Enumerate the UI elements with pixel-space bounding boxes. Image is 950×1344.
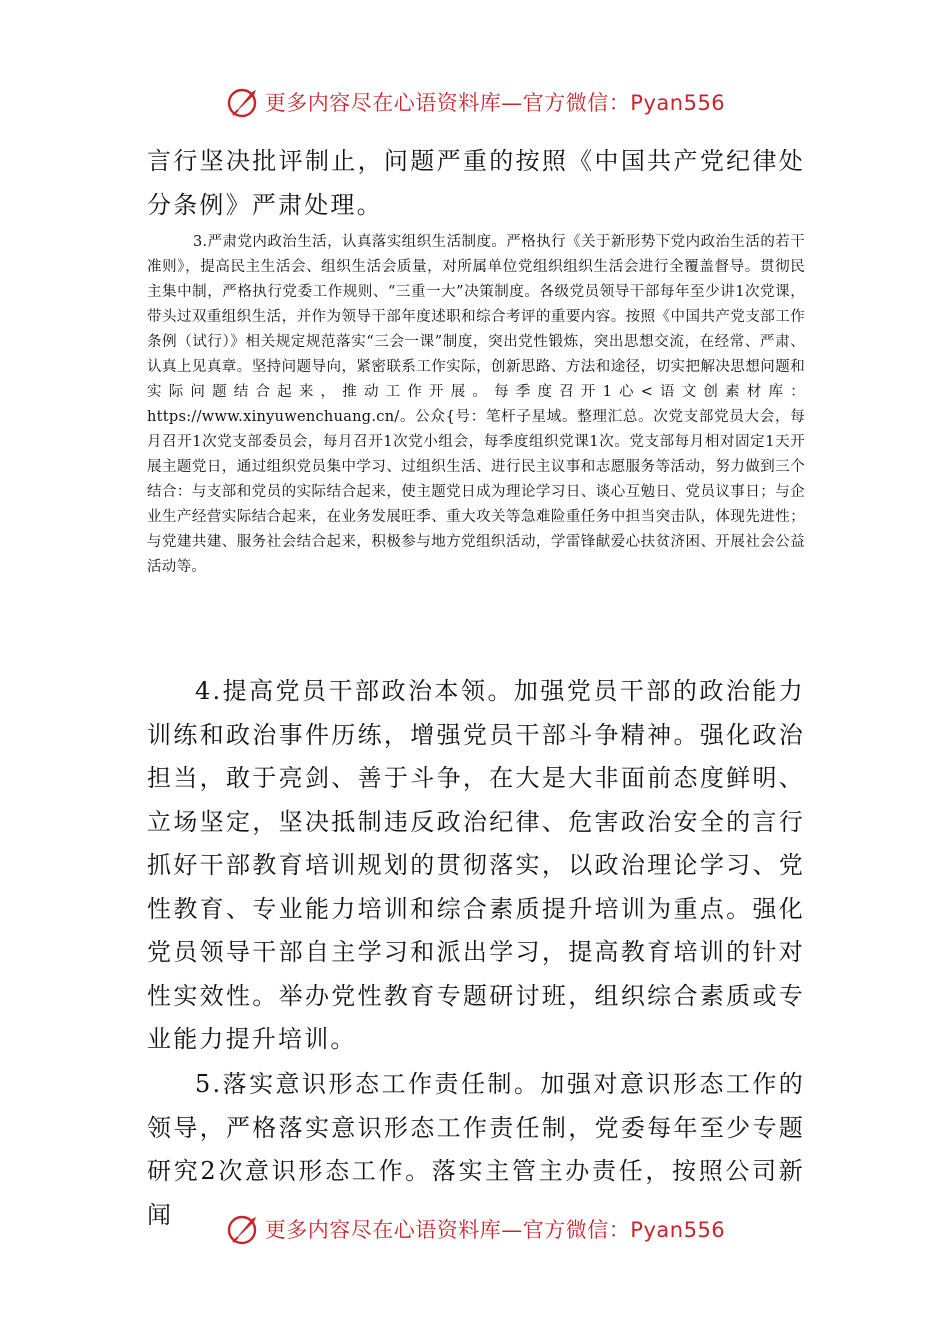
footer-banner-text: 更多内容尽在心语资料库—官方微信：Pyan556: [264, 1218, 726, 1242]
paragraph-4: 4.提高党员干部政治本领。加强党员干部的政治能力训练和政治事件历练，增强党员干部斗争精神。强化政治担当，敢于亮剑、善于斗争，在大是大非面前态度鲜明、立场坚定，坚决抵制违反政治纪律、危害政治安全的言行抓好干部教育培训规划的贯彻落实，以政治理论学习、党性教育、专业能力培训和综合素质提升培训为重点。强化党员领导干部自主学习和派出学习，提高教育培训的针对性实效性。举办党性教育专题研讨班，组织综合素质或专业能力提升培训。: [147, 677, 805, 1053]
footer-banner: [0, 1209, 950, 1249]
quill-logo-icon: [225, 84, 261, 120]
quill-logo-icon: [225, 1211, 261, 1247]
header-banner: [0, 82, 950, 122]
paragraph-continuation: 言行坚决批评制止，问题严重的按照《中国共产党纪律处分条例》严肃处理。: [147, 147, 805, 219]
header-banner-text: 更多内容尽在心语资料库—官方微信：Pyan556: [264, 91, 726, 115]
paragraph-3: 3.严肃党内政治生活，认真落实组织生活制度。严格执行《关于新形势下党内政治生活的若干准则》，提高民主生活会、组织生活会质量，对所属单位党组织组织生活会进行全覆盖督导。贯彻民主集中制，严格执行党委工作规则、“三重一大”决策制度。各级党员领导干部每年至少讲1次党课，带头过双重组织生活，并作为领导干部年度述职和综合考评的重要内容。按照《中国共产党支部工作条例（试行）》相关规定规范落实“三会一课”制度，突出党性锻炼，突出思想交流，在经常、严肃、认真上见真章。坚持问题导向，紧密联系工作实际，创新思路、方法和途径，切实把解决思想问题和实际问题结合起来，推动工作开展。每季度召开1心<语文创素材库：https://www.xinyuwenchuang.cn/。公众{号：笔杆子星域。整理汇总。次党支部党员大会，每月召开1次党支部委员会，每月召开1次党小组会，每季度组织党课1次。党支部每月相对固定1天开展主题党日，通过组织党员集中学习、过组织生活、进行民主议事和志愿服务等活动，努力做到三个结合：与支部和党员的实际结合起来，使主题党日成为理论学习日、谈心互勉日、党员议事日；与企业生产经营实际结合起来，在业务发展旺季、重大攻关等急难险重任务中担当突击队，体现先进性；与党建共建、服务社会结合起来，积极参与地方党组织活动，学雷锋献爱心扶贫济困、开展社会公益活动等。: [147, 234, 805, 575]
paragraph-5: 5.落实意识形态工作责任制。加强对意识形态工作的领导，严格落实意识形态工作责任制，党委每年至少专题研究2次意识形态工作。落实主管主办责任，按照公司新闻: [147, 1070, 805, 1229]
